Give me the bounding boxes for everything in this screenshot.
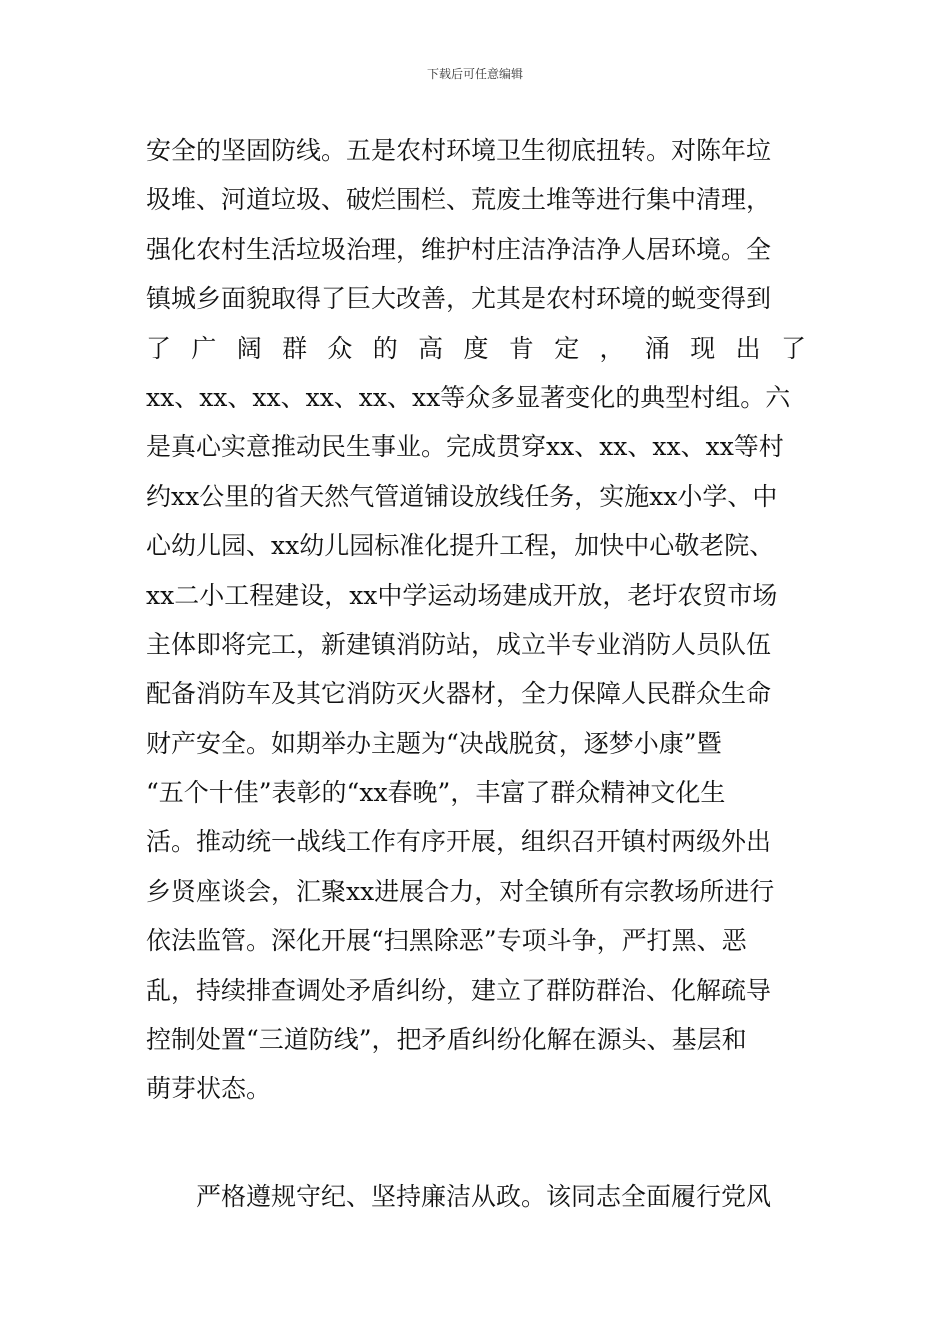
text-line: 乱，持续排查调处矛盾纠纷，建立了群防群治、化解疏导: [146, 975, 772, 1005]
text-line: 了广阔群众的高度肯定，涌现出了: [146, 333, 806, 363]
text-line: “五个十佳”表彰的“xx春晚”，丰富了群众精神文化生: [146, 778, 726, 808]
text-line: 镇城乡面貌取得了巨大改善，尤其是农村环境的蜕变得到: [146, 284, 772, 314]
text-line: 安全的坚固防线。五是农村环境卫生彻底扭转。对陈年垃: [146, 136, 772, 165]
text-line: xx二小工程建设，xx中学运动场建成开放，老圩农贸市场: [146, 580, 778, 610]
paragraph-2: [146, 1172, 806, 1221]
text-line: 财产安全。如期举办主题为“决战脱贫，逐梦小康”暨: [146, 728, 722, 758]
paragraph-1: [146, 126, 806, 1114]
text-line: 萌芽状态。: [146, 1074, 272, 1104]
text-line: 主体即将完工，新建镇消防站，成立半专业消防人员队伍: [146, 629, 772, 659]
text-line: 强化农村生活垃圾治理，维护村庄洁净洁净人居环境。全: [146, 234, 772, 264]
text-line: 约xx公里的省天然气管道铺设放线任务，实施xx小学、中: [146, 481, 778, 511]
text-line: 心幼儿园、xx幼儿园标准化提升工程，加快中心敬老院、: [146, 531, 775, 561]
text-line: 活。推动统一战线工作有序开展，组织召开镇村两级外出: [146, 827, 772, 857]
text-line: 严格遵规守纪、坚持廉洁从政。该同志全面履行党风: [196, 1182, 772, 1211]
text-line: 配备消防车及其它消防灭火器材，全力保障人民群众生命: [146, 679, 772, 709]
text-line: 依法监管。深化开展“扫黑除恶”专项斗争，严打黑、恶: [146, 926, 747, 956]
text-line: 圾堆、河道垃圾、破烂围栏、荒废土堆等进行集中清理，: [146, 185, 772, 215]
text-line: xx、xx、xx、xx、xx、xx等众多显著变化的典型村组。六: [146, 382, 791, 412]
page-header-note: 下载后可任意编辑: [426, 67, 523, 81]
text-line: 控制处置“三道防线”，把矛盾纠纷化解在源头、基层和: [146, 1025, 747, 1055]
text-line: 乡贤座谈会，汇聚xx进展合力，对全镇所有宗教场所进行: [146, 876, 775, 906]
text-line: 是真心实意推动民生事业。完成贯穿xx、xx、xx、xx等村: [146, 432, 784, 462]
